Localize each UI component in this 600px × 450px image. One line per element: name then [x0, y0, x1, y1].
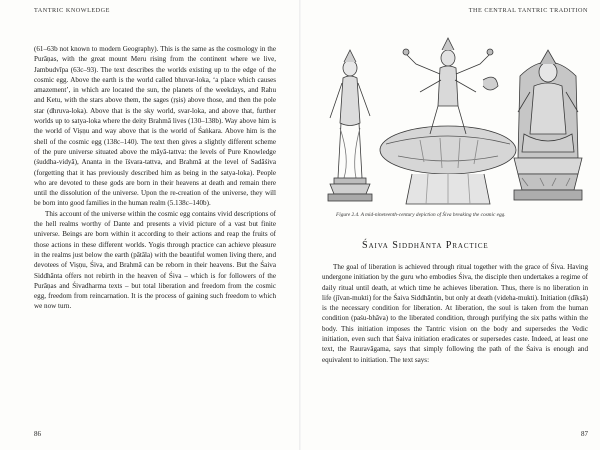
shiva-breaking-egg-illustration [308, 28, 592, 210]
figure-illustration [308, 28, 592, 210]
dancing-shiva-figure [403, 38, 498, 134]
section-title: Śaiva Siddhānta Practice [362, 240, 489, 251]
left-running-head: TANTRIC KNOWLEDGE [34, 7, 110, 14]
figure-caption: Figure 2.4. A mid-nineteenth-century depiction of Śiva breaking the cosmic egg. [336, 212, 506, 218]
right-page-number: 87 [581, 430, 588, 438]
left-paragraph-1: (61–63b not known to modern Geography). This is the same as the cosmology in the Purāṇas, with the great mount Meru rising from the continent where we live, Jambudvīpa (63c–93). The text describes the worlds existing up to the edge of the cosmic egg. Above the earth is the world called bhuvar-loka, ‘a place which causes amazement’, in which are located the sun, the planets of the weekdays, and Rahu and Ketu, with the stars above them, the sages (ṛṣis) above those, and then the pole star (dhruva-loka). Above that is the sky world, svar-loka, and above that, further worlds up to satya-loka where the deity Brahmā lives (130–138b). Way above him is the world of Viṣṇu and way above that is the world of Śaṅkara. Above him is the shell of the cosmic egg (138c–140). The text then gives a slightly different scheme of the pure universe situated above the māyā-tattva: the levels of Pure Knowledge (śuddha-vidyā), Ananta in the īśvara-tattva, and Brahmā at the level of Sadāśiva (forgetting that it has previously described him as being in the satya-loka). People who are devoted to these gods are born in their heavens at death and remain there until the dissolution of the universe. Upon the re-creation of the universe, they will be born into good families in the human realm (5.138c–140b). [34, 45, 276, 208]
right-paragraph-1: The goal of liberation is achieved through ritual together with the grace of Śiva. Having undergone initiation by the guru who embodies Śiva, the disciple then undertakes a regime of daily ritual until death, at which time he achieves liberation. Thus, there is no liberation in life (jīvan-mukti) for the Śaiva Siddhāntin, but only at death (videha-mukti). Initiation (dīkṣā) is the necessary condition for liberation. At liberation, the soul is taken from the human condition (paśu-bhāva) to the liberated condition, through purifying the six paths within the body. This initiation imposes the Tantric vision on the body and supersedes the Vedic initiation, even such that Śaiva initiation eradicates or supersedes caste. Indeed, at least one text, the Rauravāgama, says that simply following the path of the Śaiva is enough and equivalent to initiation. The text says: [322, 263, 588, 364]
left-page-number: 86 [34, 430, 41, 438]
right-page [300, 0, 600, 450]
standing-deity-figure [328, 50, 372, 201]
left-paragraph-2: This account of the universe within the cosmic egg contains vivid descriptions of the hell realms worthy of Dante and presents a vivid picture of a vast but finite universe. Beings are born within it according to their actions and reap the fruits of those actions in these different worlds. Yogis through practice can achieve pleasure in the realms just below the earth (pātāla) with the beautiful women living there, and devotees of Viṣṇu, Śiva, and Brahmā can be reborn in their heavens. But the Śaiva Siddhānta offers not rebirth in the heaven of Śiva – which is for followers of the Purāṇas and Śivadharma texts – but total liberation and freedom from the cosmic egg, freedom from reincarnation. It is the process of gaining such freedom to which we now turn. [34, 209, 276, 311]
right-running-head: THE CENTRAL TANTRIC TRADITION [468, 7, 588, 14]
cosmic-egg-figure [380, 126, 516, 204]
left-body-text [34, 44, 276, 312]
right-body-text [322, 262, 588, 365]
seated-deity-figure [514, 50, 582, 200]
